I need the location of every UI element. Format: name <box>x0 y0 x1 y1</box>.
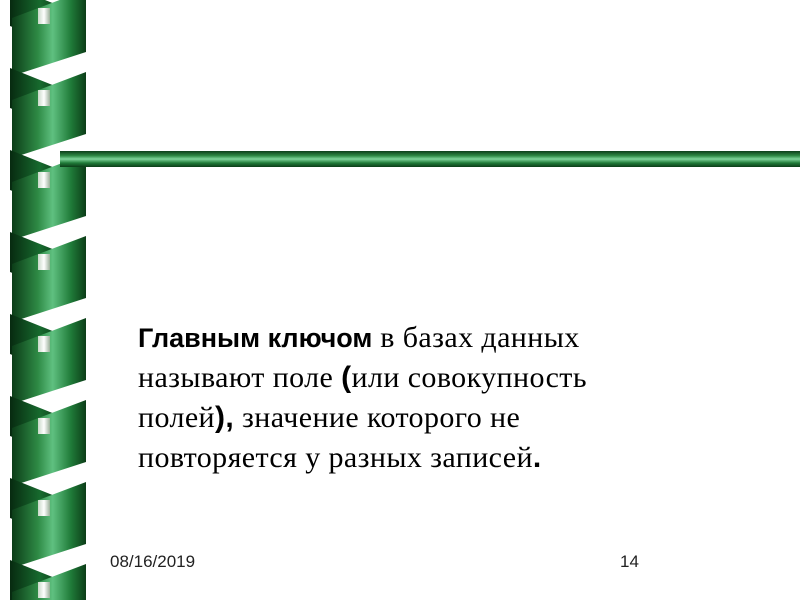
text-line-1 <box>138 318 698 358</box>
horizontal-divider-bar <box>60 149 800 169</box>
close-paren: ), <box>215 401 235 434</box>
final-period: . <box>532 441 542 474</box>
text-fragment: называют поле <box>138 361 342 394</box>
text-fragment: в базах данных <box>372 321 580 354</box>
ribbon-segment <box>10 396 86 486</box>
text-fragment: повторяется у разных записей <box>138 441 533 474</box>
slide-body-text <box>138 318 698 478</box>
text-fragment: или совокупность <box>351 361 587 394</box>
text-fragment: значение которого не <box>234 401 521 434</box>
text-line-4 <box>138 438 698 478</box>
open-paren: ( <box>341 361 352 394</box>
text-line-3 <box>138 398 698 438</box>
slide-number: 14 <box>620 552 639 571</box>
ribbon-segment <box>10 0 86 76</box>
ribbon-segment <box>10 68 86 158</box>
decorative-ribbon-column <box>0 0 88 600</box>
text-fragment: полей <box>138 401 215 434</box>
ribbon-segment <box>10 314 86 404</box>
footer-date: 08/16/2019 <box>110 552 196 571</box>
ribbon-segment <box>10 478 86 568</box>
text-line-2 <box>138 358 698 398</box>
ribbon-segment <box>10 560 86 600</box>
ribbon-segment <box>10 232 86 322</box>
bold-term: Главным ключом <box>138 323 373 353</box>
